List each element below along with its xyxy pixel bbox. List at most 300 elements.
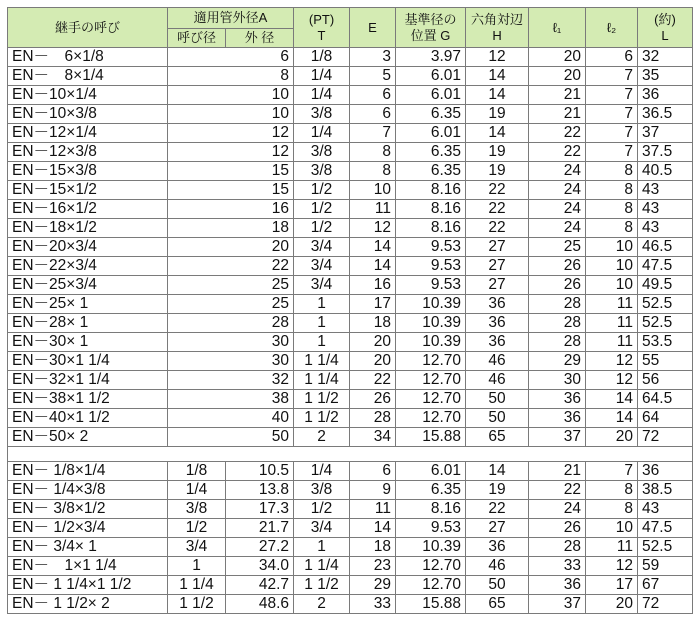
l2-cell: 20 <box>586 428 638 447</box>
e-cell: 18 <box>350 538 396 557</box>
joint-name-cell: EN－12×1/4 <box>8 124 168 143</box>
e-cell: 26 <box>350 390 396 409</box>
l2-cell: 7 <box>586 105 638 124</box>
table-row <box>8 538 693 557</box>
pt-cell: 1/4 <box>294 86 350 105</box>
e-cell: 5 <box>350 67 396 86</box>
e-cell: 8 <box>350 162 396 181</box>
hex-cell: 14 <box>466 67 529 86</box>
e-cell: 9 <box>350 481 396 500</box>
joint-name-cell: EN－38×1 1/2 <box>8 390 168 409</box>
l2-cell: 11 <box>586 314 638 333</box>
pt-cell: 1/2 <box>294 500 350 519</box>
l2-cell: 6 <box>586 48 638 67</box>
l1-cell: 36 <box>529 390 586 409</box>
table-row <box>8 333 693 352</box>
pt-cell: 3/4 <box>294 276 350 295</box>
joint-name-cell: EN－30×1 1/4 <box>8 352 168 371</box>
gauge-cell: 9.53 <box>396 238 466 257</box>
l1-cell: 24 <box>529 219 586 238</box>
length-cell: 55 <box>638 352 693 371</box>
gauge-cell: 12.70 <box>396 557 466 576</box>
nominal-size-cell: 1 <box>168 557 226 576</box>
pt-cell: 1 1/2 <box>294 576 350 595</box>
table-row <box>8 105 693 124</box>
outer-diameter-cell: 12 <box>168 124 294 143</box>
nominal-size-cell: 1 1/2 <box>168 595 226 614</box>
header-pt-line1: (PT) <box>308 11 335 27</box>
l2-cell: 7 <box>586 67 638 86</box>
l2-cell: 7 <box>586 86 638 105</box>
gauge-cell: 6.01 <box>396 462 466 481</box>
hex-cell: 27 <box>466 257 529 276</box>
gauge-cell: 15.88 <box>396 428 466 447</box>
l2-cell: 8 <box>586 219 638 238</box>
l2-cell: 12 <box>586 371 638 390</box>
joint-name-cell: EN－50× 2 <box>8 428 168 447</box>
joint-name-cell: EN－ 3/8×1/2 <box>8 500 168 519</box>
l2-cell: 8 <box>586 181 638 200</box>
pt-cell: 1 1/2 <box>294 390 350 409</box>
e-cell: 20 <box>350 352 396 371</box>
nominal-size-cell: 1/2 <box>168 519 226 538</box>
header-gauge-line2: 位置 G <box>410 27 451 43</box>
l2-cell: 7 <box>586 124 638 143</box>
pt-cell: 1 1/4 <box>294 352 350 371</box>
pt-cell: 1 <box>294 538 350 557</box>
pt-cell: 1 <box>294 295 350 314</box>
header-pipe-od-group: 適用管外径A <box>168 8 294 29</box>
l1-cell: 22 <box>529 124 586 143</box>
joint-name-cell: EN－16×1/2 <box>8 200 168 219</box>
length-cell: 52.5 <box>638 538 693 557</box>
joint-name-cell: EN－ 1 1/2× 2 <box>8 595 168 614</box>
length-cell: 38.5 <box>638 481 693 500</box>
l1-cell: 24 <box>529 500 586 519</box>
header-nominal-size: 呼び径 <box>168 29 226 48</box>
length-cell: 35 <box>638 67 693 86</box>
joint-name-cell: EN－28× 1 <box>8 314 168 333</box>
outer-diameter-cell: 50 <box>168 428 294 447</box>
length-cell: 37.5 <box>638 143 693 162</box>
e-cell: 14 <box>350 238 396 257</box>
outer-diameter-cell: 12 <box>168 143 294 162</box>
spec-table-container <box>7 7 692 614</box>
pt-cell: 3/8 <box>294 105 350 124</box>
table-row <box>8 352 693 371</box>
header-length-line1: (約) <box>654 11 676 27</box>
table-row <box>8 276 693 295</box>
table-row <box>8 576 693 595</box>
hex-cell: 27 <box>466 238 529 257</box>
length-cell: 53.5 <box>638 333 693 352</box>
table-row <box>8 67 693 86</box>
gauge-cell: 10.39 <box>396 314 466 333</box>
length-cell: 36 <box>638 86 693 105</box>
table-row <box>8 162 693 181</box>
l2-cell: 10 <box>586 519 638 538</box>
joint-name-cell: EN－40×1 1/2 <box>8 409 168 428</box>
table-body-inch <box>8 462 693 614</box>
hex-cell: 46 <box>466 371 529 390</box>
hex-cell: 22 <box>466 500 529 519</box>
e-cell: 8 <box>350 143 396 162</box>
l2-cell: 11 <box>586 295 638 314</box>
table-row <box>8 595 693 614</box>
joint-name-cell: EN－10×1/4 <box>8 86 168 105</box>
outer-diameter-cell: 28 <box>168 314 294 333</box>
l1-cell: 26 <box>529 257 586 276</box>
outer-diameter-cell: 16 <box>168 200 294 219</box>
table-row <box>8 86 693 105</box>
hex-cell: 19 <box>466 162 529 181</box>
hex-cell: 14 <box>466 86 529 105</box>
joint-name-cell: EN－ 6×1/8 <box>8 48 168 67</box>
gauge-cell: 6.35 <box>396 143 466 162</box>
e-cell: 6 <box>350 86 396 105</box>
pt-cell: 1/4 <box>294 67 350 86</box>
hex-cell: 19 <box>466 105 529 124</box>
length-cell: 64.5 <box>638 390 693 409</box>
l1-cell: 24 <box>529 200 586 219</box>
l1-cell: 22 <box>529 481 586 500</box>
outer-diameter-cell: 10 <box>168 86 294 105</box>
table-row <box>8 409 693 428</box>
l2-cell: 14 <box>586 390 638 409</box>
pt-cell: 3/4 <box>294 257 350 276</box>
table-body-metric <box>8 48 693 447</box>
l1-cell: 24 <box>529 181 586 200</box>
nominal-size-cell: 1/8 <box>168 462 226 481</box>
hex-cell: 36 <box>466 538 529 557</box>
table-row <box>8 48 693 67</box>
l2-cell: 8 <box>586 500 638 519</box>
header-joint-name: 継手の呼び <box>8 8 168 48</box>
e-cell: 20 <box>350 333 396 352</box>
header-pt-line2: T <box>317 27 326 43</box>
header-l1: ℓ₁ <box>529 8 586 48</box>
outer-diameter-cell: 15 <box>168 162 294 181</box>
joint-name-cell: EN－ 8×1/4 <box>8 67 168 86</box>
table-row <box>8 481 693 500</box>
gauge-cell: 3.97 <box>396 48 466 67</box>
outer-diameter-cell: 8 <box>168 67 294 86</box>
e-cell: 29 <box>350 576 396 595</box>
hex-cell: 50 <box>466 409 529 428</box>
joint-name-cell: EN－25× 1 <box>8 295 168 314</box>
pt-cell: 1 1/4 <box>294 557 350 576</box>
outer-diameter-cell: 18 <box>168 219 294 238</box>
hex-cell: 22 <box>466 219 529 238</box>
hex-cell: 65 <box>466 428 529 447</box>
table-row <box>8 462 693 481</box>
table-row <box>8 238 693 257</box>
gauge-cell: 8.16 <box>396 219 466 238</box>
length-cell: 56 <box>638 371 693 390</box>
gauge-cell: 12.70 <box>396 576 466 595</box>
hex-cell: 19 <box>466 481 529 500</box>
e-cell: 14 <box>350 519 396 538</box>
fitting-dimensions-table <box>7 7 693 614</box>
pt-cell: 1 <box>294 314 350 333</box>
length-cell: 46.5 <box>638 238 693 257</box>
e-cell: 10 <box>350 181 396 200</box>
length-cell: 36 <box>638 462 693 481</box>
header-gauge-line1: 基準径の <box>404 11 457 27</box>
l2-cell: 8 <box>586 481 638 500</box>
hex-cell: 22 <box>466 200 529 219</box>
outer-diameter-cell: 30 <box>168 352 294 371</box>
length-cell: 49.5 <box>638 276 693 295</box>
table-row <box>8 219 693 238</box>
joint-name-cell: EN－ 1/8×1/4 <box>8 462 168 481</box>
l2-cell: 8 <box>586 200 638 219</box>
outer-diameter-cell: 25 <box>168 295 294 314</box>
l1-cell: 26 <box>529 519 586 538</box>
e-cell: 3 <box>350 48 396 67</box>
table-row <box>8 257 693 276</box>
length-cell: 43 <box>638 181 693 200</box>
outer-diameter-cell: 30 <box>168 333 294 352</box>
hex-cell: 27 <box>466 519 529 538</box>
table-gap <box>8 447 693 462</box>
e-cell: 11 <box>350 500 396 519</box>
header-gauge <box>396 8 466 48</box>
length-cell: 43 <box>638 200 693 219</box>
hex-cell: 22 <box>466 181 529 200</box>
pt-cell: 3/8 <box>294 143 350 162</box>
l2-cell: 12 <box>586 352 638 371</box>
pt-cell: 1/8 <box>294 48 350 67</box>
header-hex-line2: H <box>492 27 502 43</box>
outer-diameter-cell: 38 <box>168 390 294 409</box>
l1-cell: 26 <box>529 276 586 295</box>
e-cell: 16 <box>350 276 396 295</box>
outer-diameter-cell: 32 <box>168 371 294 390</box>
hex-cell: 65 <box>466 595 529 614</box>
gauge-cell: 9.53 <box>396 276 466 295</box>
table-row <box>8 390 693 409</box>
e-cell: 23 <box>350 557 396 576</box>
l2-cell: 8 <box>586 162 638 181</box>
l1-cell: 30 <box>529 371 586 390</box>
outer-diameter-cell: 13.8 <box>226 481 294 500</box>
gauge-cell: 15.88 <box>396 595 466 614</box>
pt-cell: 1/2 <box>294 181 350 200</box>
length-cell: 59 <box>638 557 693 576</box>
gauge-cell: 12.70 <box>396 409 466 428</box>
length-cell: 64 <box>638 409 693 428</box>
gauge-cell: 10.39 <box>396 295 466 314</box>
pt-cell: 1/4 <box>294 124 350 143</box>
length-cell: 47.5 <box>638 257 693 276</box>
l1-cell: 36 <box>529 409 586 428</box>
gauge-cell: 8.16 <box>396 181 466 200</box>
l1-cell: 28 <box>529 333 586 352</box>
e-cell: 28 <box>350 409 396 428</box>
gauge-cell: 12.70 <box>396 352 466 371</box>
gauge-cell: 6.35 <box>396 481 466 500</box>
joint-name-cell: EN－15×1/2 <box>8 181 168 200</box>
length-cell: 40.5 <box>638 162 693 181</box>
gauge-cell: 12.70 <box>396 390 466 409</box>
e-cell: 6 <box>350 462 396 481</box>
joint-name-cell: EN－25×3/4 <box>8 276 168 295</box>
joint-name-cell: EN－ 3/4× 1 <box>8 538 168 557</box>
outer-diameter-cell: 48.6 <box>226 595 294 614</box>
e-cell: 17 <box>350 295 396 314</box>
hex-cell: 27 <box>466 276 529 295</box>
hex-cell: 19 <box>466 143 529 162</box>
header-l2: ℓ₂ <box>586 8 638 48</box>
l2-cell: 10 <box>586 257 638 276</box>
length-cell: 32 <box>638 48 693 67</box>
outer-diameter-cell: 25 <box>168 276 294 295</box>
outer-diameter-cell: 20 <box>168 238 294 257</box>
l2-cell: 10 <box>586 238 638 257</box>
l2-cell: 11 <box>586 333 638 352</box>
hex-cell: 50 <box>466 576 529 595</box>
table-row <box>8 314 693 333</box>
joint-name-cell: EN－ 1/2×3/4 <box>8 519 168 538</box>
outer-diameter-cell: 40 <box>168 409 294 428</box>
e-cell: 18 <box>350 314 396 333</box>
e-cell: 22 <box>350 371 396 390</box>
table-row <box>8 371 693 390</box>
length-cell: 72 <box>638 595 693 614</box>
length-cell: 43 <box>638 500 693 519</box>
hex-cell: 36 <box>466 333 529 352</box>
l1-cell: 25 <box>529 238 586 257</box>
gauge-cell: 9.53 <box>396 257 466 276</box>
gauge-cell: 8.16 <box>396 500 466 519</box>
gauge-cell: 10.39 <box>396 333 466 352</box>
l1-cell: 29 <box>529 352 586 371</box>
table-row <box>8 295 693 314</box>
e-cell: 6 <box>350 105 396 124</box>
e-cell: 14 <box>350 257 396 276</box>
table-row <box>8 143 693 162</box>
outer-diameter-cell: 6 <box>168 48 294 67</box>
joint-name-cell: EN－32×1 1/4 <box>8 371 168 390</box>
joint-name-cell: EN－20×3/4 <box>8 238 168 257</box>
l1-cell: 36 <box>529 576 586 595</box>
l2-cell: 17 <box>586 576 638 595</box>
joint-name-cell: EN－ 1 1/4×1 1/2 <box>8 576 168 595</box>
pt-cell: 1 <box>294 333 350 352</box>
l1-cell: 21 <box>529 462 586 481</box>
header-hex-line1: 六角対辺 <box>471 11 524 27</box>
header-hex <box>466 8 529 48</box>
outer-diameter-cell: 21.7 <box>226 519 294 538</box>
pt-cell: 3/8 <box>294 162 350 181</box>
table-header <box>8 8 693 48</box>
gauge-cell: 10.39 <box>396 538 466 557</box>
pt-cell: 1 1/2 <box>294 409 350 428</box>
table-row <box>8 200 693 219</box>
hex-cell: 50 <box>466 390 529 409</box>
length-cell: 37 <box>638 124 693 143</box>
e-cell: 7 <box>350 124 396 143</box>
pt-cell: 2 <box>294 428 350 447</box>
outer-diameter-cell: 27.2 <box>226 538 294 557</box>
pt-cell: 1/4 <box>294 462 350 481</box>
outer-diameter-cell: 10.5 <box>226 462 294 481</box>
pt-cell: 1 1/4 <box>294 371 350 390</box>
outer-diameter-cell: 42.7 <box>226 576 294 595</box>
nominal-size-cell: 3/8 <box>168 500 226 519</box>
hex-cell: 14 <box>466 462 529 481</box>
l1-cell: 24 <box>529 162 586 181</box>
hex-cell: 36 <box>466 295 529 314</box>
length-cell: 67 <box>638 576 693 595</box>
gap-cell <box>8 447 693 462</box>
header-pt <box>294 8 350 48</box>
l2-cell: 20 <box>586 595 638 614</box>
gauge-cell: 6.01 <box>396 124 466 143</box>
l1-cell: 28 <box>529 295 586 314</box>
header-length <box>638 8 693 48</box>
e-cell: 34 <box>350 428 396 447</box>
e-cell: 11 <box>350 200 396 219</box>
outer-diameter-cell: 15 <box>168 181 294 200</box>
pt-cell: 3/8 <box>294 481 350 500</box>
length-cell: 52.5 <box>638 314 693 333</box>
outer-diameter-cell: 34.0 <box>226 557 294 576</box>
l2-cell: 7 <box>586 143 638 162</box>
joint-name-cell: EN－10×3/8 <box>8 105 168 124</box>
joint-name-cell: EN－12×3/8 <box>8 143 168 162</box>
joint-name-cell: EN－15×3/8 <box>8 162 168 181</box>
l1-cell: 21 <box>529 105 586 124</box>
l2-cell: 7 <box>586 462 638 481</box>
outer-diameter-cell: 22 <box>168 257 294 276</box>
joint-name-cell: EN－ 1/4×3/8 <box>8 481 168 500</box>
outer-diameter-cell: 17.3 <box>226 500 294 519</box>
header-outer-diameter: 外 径 <box>226 29 294 48</box>
outer-diameter-cell: 10 <box>168 105 294 124</box>
gauge-cell: 9.53 <box>396 519 466 538</box>
l1-cell: 37 <box>529 428 586 447</box>
table-row <box>8 519 693 538</box>
nominal-size-cell: 1 1/4 <box>168 576 226 595</box>
length-cell: 72 <box>638 428 693 447</box>
table-row <box>8 500 693 519</box>
gauge-cell: 6.35 <box>396 162 466 181</box>
pt-cell: 3/4 <box>294 519 350 538</box>
l1-cell: 21 <box>529 86 586 105</box>
pt-cell: 1/2 <box>294 200 350 219</box>
joint-name-cell: EN－18×1/2 <box>8 219 168 238</box>
l2-cell: 14 <box>586 409 638 428</box>
l1-cell: 20 <box>529 67 586 86</box>
hex-cell: 12 <box>466 48 529 67</box>
l1-cell: 28 <box>529 538 586 557</box>
joint-name-cell: EN－30× 1 <box>8 333 168 352</box>
length-cell: 47.5 <box>638 519 693 538</box>
gauge-cell: 6.35 <box>396 105 466 124</box>
table-row <box>8 557 693 576</box>
l2-cell: 12 <box>586 557 638 576</box>
l1-cell: 28 <box>529 314 586 333</box>
hex-cell: 46 <box>466 557 529 576</box>
hex-cell: 46 <box>466 352 529 371</box>
l1-cell: 22 <box>529 143 586 162</box>
hex-cell: 36 <box>466 314 529 333</box>
l1-cell: 20 <box>529 48 586 67</box>
gauge-cell: 12.70 <box>396 371 466 390</box>
l2-cell: 11 <box>586 538 638 557</box>
